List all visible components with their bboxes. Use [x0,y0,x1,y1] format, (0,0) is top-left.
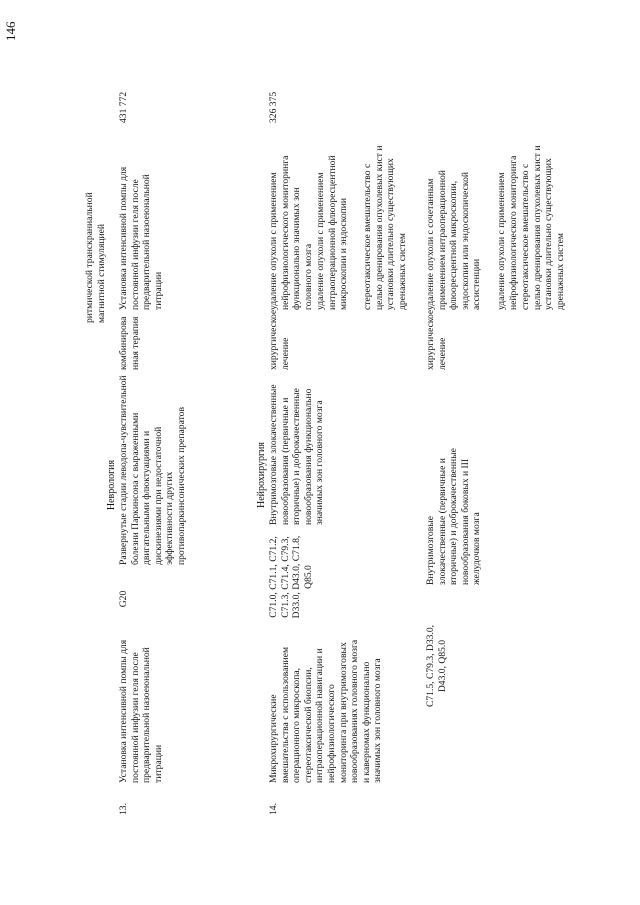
row-14-cost: 326 375 [268,91,279,123]
row-14-service: Микрохирургические вмешательства с использованием операционного микроскопа, стереотаксической биопсии, интраоперационной навигации и нейрофизиологического мониторинга при внутримозговых новообразованиях головного мозга и каверномах функционально значимых зон головного мозга [268,639,384,783]
row-14-sub-2-method-1: удаление опухоли с сочетанным применением интраоперационной флюоресцентной микроскопии, эндоскопии или эндоскопической ассистенции [425,170,483,310]
row-14-sub-2-method-2: удаление опухоли с применением нейрофизиологического мониторинга [496,155,519,310]
row-13-model: Развернутые стадии леводопа-чувствительной болезни Паркинсона с выраженными двигательными флюктуациями и дискинезиями при недостаточной эффективности других противопаркинсонических препаратов [118,375,187,565]
row-13-treatment-type: комбинированная терапия [118,316,141,370]
row-13-method: Установка интенсивной помпы для постоянной инфузии геля после предварительной назоеюнальной титрации [118,166,164,310]
row-13-cost: 431 772 [118,91,129,123]
section-heading-neurosurgery: Нейрохирургия [256,441,267,509]
section-heading-neurology: Неврология [106,459,117,511]
row-14-sub-1-model: Внутримозговые злокачественные новообразования (первичные и вторичные) и доброкачественные новообразования функционально значимых зон головного мозга [268,384,326,525]
top-continuation-text: ритмической транскраниальной магнитной стимуляцией [84,192,107,323]
row-13-codes: G20 [118,590,129,608]
row-14-sub-2-method-3: стереотаксическое вмешательство с целью дренирования опухолевых кист и установки длительно существующих дренажных систем [520,145,566,310]
row-14-sub-1-treatment-type: хирургическое лечение [268,309,291,370]
row-14-sub-2-codes: C71.5, C79.3, D33.0, D43.0, Q85.0 [425,624,448,708]
row-13-number: 13. [118,803,129,815]
row-14-sub-1-method-2: удаление опухоли с применением интраоперационной флюоресцентной микроскопии и эндоскопии [315,155,350,310]
row-14-sub-2-treatment-type: хирургическое лечение [425,309,448,370]
row-14-sub-2-model: Внутримозговые злокачественные (первичные и вторичные) и доброкачественные новообразования боковых и III желудочков мозга [425,448,483,585]
page-number: 146 [3,21,18,41]
row-14-sub-1-method-1: удаление опухоли с применением нейрофизиологического мониторинга функционально значимых зон головного мозга [268,155,314,310]
row-14-sub-1-method-3: стереотаксическое вмешательство с целью дренирования опухолевых кист и установки длительно существующих дренажных систем [362,145,408,310]
row-14-sub-1-codes: C71.0, C71.1, C71.2, C71.3, C71.4, C79.3, D33.0, D43.0, C71.8, Q85.0 [268,535,314,619]
row-14-number: 14. [268,803,279,815]
row-13-service: Установка интенсивной помпы для постоянной инфузии геля после предварительной назоеюнальной титрации [118,639,164,783]
